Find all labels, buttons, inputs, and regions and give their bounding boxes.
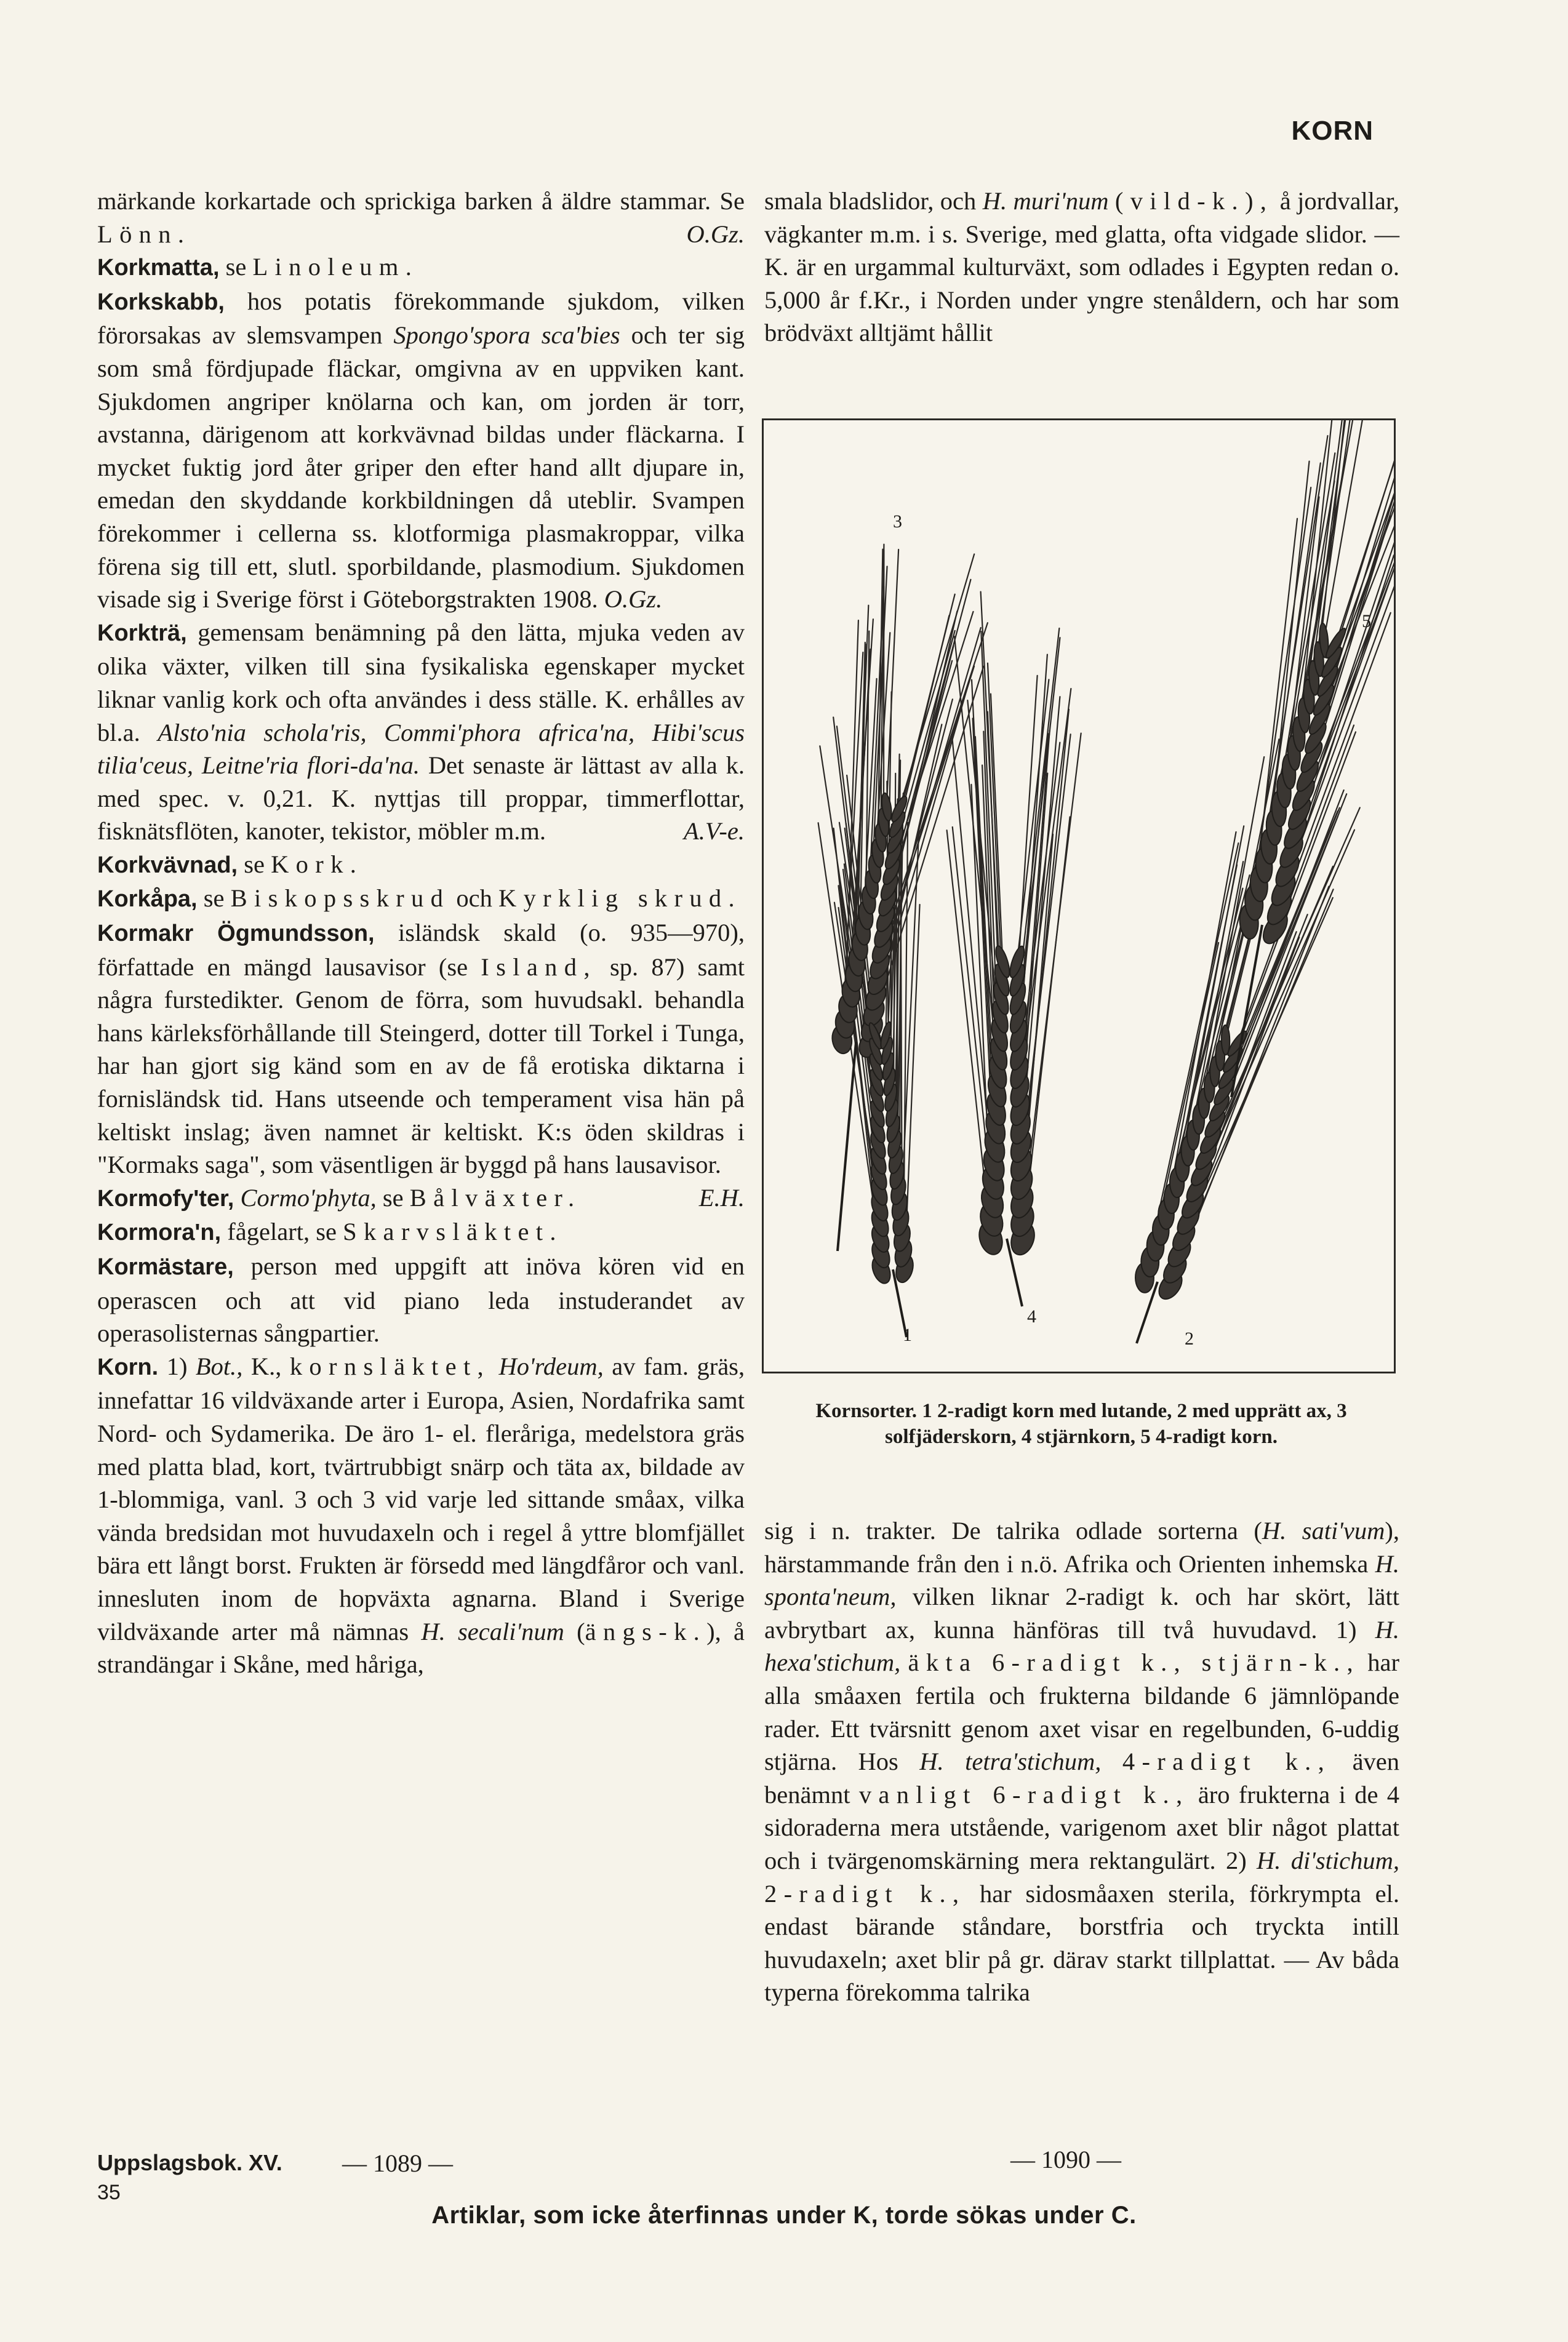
entry-continuation	[97, 185, 745, 250]
body-text: gemensam benämning på den lätta, mjuka veden av olika växter, vilken till sina fysikaliska egenskaper mycket liknar vanlig kork och ofta användes i dess ställe. K. erhålles av bl.a.	[97, 618, 745, 746]
entry-kormastare	[97, 1250, 745, 1350]
cross-reference: Lönn.	[97, 220, 191, 248]
right-column-top	[764, 185, 1399, 350]
entry-korkvavnad	[97, 848, 745, 882]
body-text: hos potatis förekommande sjukdom, vilken förorsakas av slemsvampen	[97, 287, 745, 350]
body-text: 1)	[166, 1352, 188, 1380]
bottom-note: Artiklar, som icke återfinnas under K, torde sökas under C.	[431, 2202, 1137, 2229]
latin-name: Ho'rdeum,	[498, 1352, 604, 1380]
entry-term: Kormora'n,	[97, 1220, 222, 1246]
cross-reference: kornsläktet,	[289, 1352, 491, 1380]
body-text: sig i n. trakter. De talrika odlade sorterna (	[764, 1517, 1262, 1545]
entry-term: Kormästare,	[97, 1254, 234, 1280]
body-text: märkande korkartade och sprickiga barken å äldre stammar. Se	[97, 187, 745, 215]
latin-name: Alsto'nia schola'ris, Commi'phora africa'na, Hibi'scus tilia'ceus, Leitne'ria flori-da'na.	[97, 718, 745, 780]
body-text: (	[577, 1617, 585, 1645]
body-text: Det senaste är lättast av alla k. med spec. v. 0,21. K. nyttjas till proppar, timmerflottar, fisknätsflöten, kanoter, tekistor, möbler m.m.	[97, 751, 745, 845]
entry-korkmatta	[97, 250, 745, 285]
figure-label-4: 4	[1027, 1306, 1036, 1327]
figure-label-3: 3	[893, 511, 902, 532]
body-text: har alla småaxen fertila och frukterna bildande 6 jämnlöpande rader. Ett tvärsnitt genom axet visar en regelbunden, 6-uddig stjärna. Hos	[764, 1649, 1399, 1776]
body-text: av fam. gräs, innefattar 16 vildväxande arter i Europa, Asien, Nordafrika samt Nord- och Sydamerika. De äro 1- el. fleråriga, medelstora gräs med platta blad, kort, tvärtrubbigt snärp och täta ax, bildade av 1-blommiga, vanl. 3 och 3 vid varje led sittande småax, vilka vända bredsidan mot huvudaxeln och i regel å yttre blomfjället bära ett långt borst. Frukten är försedd med längdfåror och vanl. innesluten inom de hopväxta agnarna. Bland i Sverige vildväxande arter må nämnas	[97, 1352, 745, 1645]
barley-illustration	[762, 418, 1396, 1373]
figure-caption: Kornsorter. 1 2-radigt korn med lutande, 2 med upprätt ax, 3 solfjäderskorn, 4 stjärnkorn, 5 4-radigt korn.	[815, 1400, 1347, 1448]
ear-3-awn	[887, 550, 898, 807]
body-text: har sidosmåaxen sterila, förkrympta el. endast bärande ståndare, borstfria och tryckta intill huvudaxeln; axet blir på gr. därav starkt tillplattat. — Av båda typerna förekomma talrika	[764, 1879, 1399, 2007]
body-text: å jordvallar, vägkanter m.m. i s. Sverige, med glatta, ofta vidgade slidor. — K. är en urgammal kulturväxt, som odlades i Egypten redan o. 5,000 år f.Kr., i Norden under yngre stenåldern, och har som brödväxt alltjämt hållit	[764, 187, 1400, 347]
cross-reference: Kyrklig skrud.	[498, 884, 742, 913]
volume-signature	[97, 2150, 282, 2205]
body-text: se	[203, 884, 225, 913]
figure-label-5: 5	[1362, 611, 1371, 631]
ear-3-awn	[897, 594, 955, 825]
barley-drawing	[764, 420, 1394, 1372]
cross-reference: 4-radigt k.,	[1122, 1748, 1332, 1776]
ear-3-stem	[838, 1042, 856, 1251]
cross-reference: Kork.	[271, 850, 364, 878]
entry-term: Kormakr Ögmundsson,	[97, 921, 375, 947]
entry-term: Korn.	[97, 1354, 159, 1380]
body-text: K.,	[250, 1352, 282, 1380]
latin-name: H. hexa'stichum,	[764, 1615, 1399, 1677]
cross-reference: vanligt 6-radigt k.,	[858, 1780, 1190, 1808]
entry-korn	[97, 1350, 745, 1681]
entry-term: Kormofy'ter,	[97, 1185, 234, 1212]
latin-name: H. di'stichum,	[1257, 1846, 1399, 1874]
cross-reference: (vild-k.),	[1114, 187, 1274, 215]
ear-3-awn	[899, 554, 974, 809]
right-column-bottom	[764, 1514, 1399, 2009]
body-text: även benämnt	[764, 1748, 1400, 1808]
body-text: se	[225, 253, 247, 281]
cross-reference: Bålväxter.	[409, 1183, 582, 1212]
body-text: se	[244, 850, 265, 878]
body-text: sp. 87) samt några furstedikter. Genom de förra, som huvudsakl. behandla hans kärleksförhållande till Steingerd, dotter till Torkel i Tunga, har han gjort sig känd som en av de få erotiska diktarna i fornisländsk tid. Hans utseende och temperament visa hän på keltiskt inslag; även namnet är keltiskt. K:s öden skildras i "Kormaks saga", som väsentligen är byggd på hans lausavisor.	[97, 953, 745, 1179]
subject-abbrev: Bot.,	[195, 1352, 243, 1380]
latin-name: Spongo'spora sca'bies	[393, 321, 620, 350]
body-text: äro frukterna i de 4 sidoraderna mera utstående, varigenom axet blir något plattat och i tvärgenomskärning mera rektangulärt. 2)	[764, 1780, 1400, 1874]
author-signature: O.Gz.	[686, 220, 745, 248]
body-text: se	[382, 1183, 404, 1212]
body-text: och ter sig som små fördjupade fläckar, omgivna av en uppviken kant. Sjukdomen angriper knölarna och kan, om jorden är torr, avstanna, därigenom att korkvävnad bildas under fläckarna. I mycket fuktig jord åter griper den efter hand allt djupare in, emedan den skyddande korkbildningen då uteblir. Svampen förekommer i cellerna ss. klotformiga plasmakroppar, vilka förena sig till ett, slutl. sporbildande, plasmodium. Sjukdomen visade sig i Sverige först i Göteborgstrakten 1908.	[97, 321, 745, 613]
latin-name: H. secali'num	[421, 1617, 564, 1645]
entry-term: Korkmatta,	[97, 255, 220, 281]
entry-term: Korkträ,	[97, 620, 187, 646]
entry-term: Korkskabb,	[97, 289, 225, 315]
latin-name: H. sponta'neum,	[764, 1549, 1399, 1611]
entry-korkskabb	[97, 285, 745, 616]
entry-korkapa	[97, 882, 745, 916]
entry-korn-continued	[764, 185, 1399, 350]
cross-reference: Skarvsläktet.	[343, 1218, 563, 1246]
entry-kormofyter	[97, 1181, 745, 1216]
author-signature: O.Gz.	[604, 585, 663, 613]
body-text: vilken liknar 2-radigt k. och har skört, lätt avbrytbart ax, kunna hänföras till två huvudavd. 1)	[764, 1583, 1400, 1644]
body-text: ), härstammande från den i n.ö. Afrika och Orienten inhemska	[764, 1517, 1399, 1578]
body-text: fågelart, se	[227, 1218, 337, 1246]
body-text: isländsk skald (o. 935—970), författade en mängd lausavisor (se	[97, 919, 745, 981]
entry-term: Korkåpa,	[97, 886, 198, 913]
body-text: ), å strandängar i Skåne, med håriga,	[97, 1617, 745, 1679]
left-column	[97, 185, 745, 1681]
sheet-number: 35	[97, 2181, 121, 2204]
latin-name: H. sati'vum	[1262, 1517, 1385, 1545]
cross-reference: Island,	[481, 953, 597, 981]
page-number-right: — 1090 —	[1010, 2146, 1121, 2173]
entry-korn-varieties	[764, 1514, 1399, 2009]
author-signature: E.H.	[698, 1183, 745, 1212]
latin-name: H. muri'num	[982, 187, 1109, 215]
entry-korktra	[97, 616, 745, 848]
cross-reference: Biskopsskrud	[230, 884, 450, 913]
cross-reference: äkta 6-radigt k., stjärn-k.,	[908, 1649, 1360, 1677]
entry-term: Korkvävnad,	[97, 852, 238, 878]
latin-name: Cormo'phyta,	[240, 1183, 377, 1212]
running-header: KORN	[1291, 116, 1374, 146]
body-text: och	[456, 884, 492, 913]
figure-label-2: 2	[1185, 1329, 1194, 1349]
figure-label-1: 1	[903, 1325, 912, 1345]
page-number-left: — 1089 —	[342, 2149, 453, 2177]
cross-reference: 2-radigt k.,	[764, 1879, 966, 1908]
author-signature: A.V-e.	[684, 817, 745, 845]
latin-name: H. tetra'stichum,	[919, 1748, 1102, 1776]
book-title: Uppslagsbok. XV.	[97, 2150, 282, 2175]
cross-reference: ängs-k.	[585, 1617, 707, 1645]
cross-reference: Linoleum.	[252, 253, 419, 281]
body-text: smala bladslidor, och	[764, 187, 977, 215]
entry-kormoran	[97, 1215, 745, 1250]
body-text: person med uppgift att inöva kören vid en operascen och att vid piano leda instuderandet av operasolisternas sångpartier.	[97, 1252, 745, 1348]
